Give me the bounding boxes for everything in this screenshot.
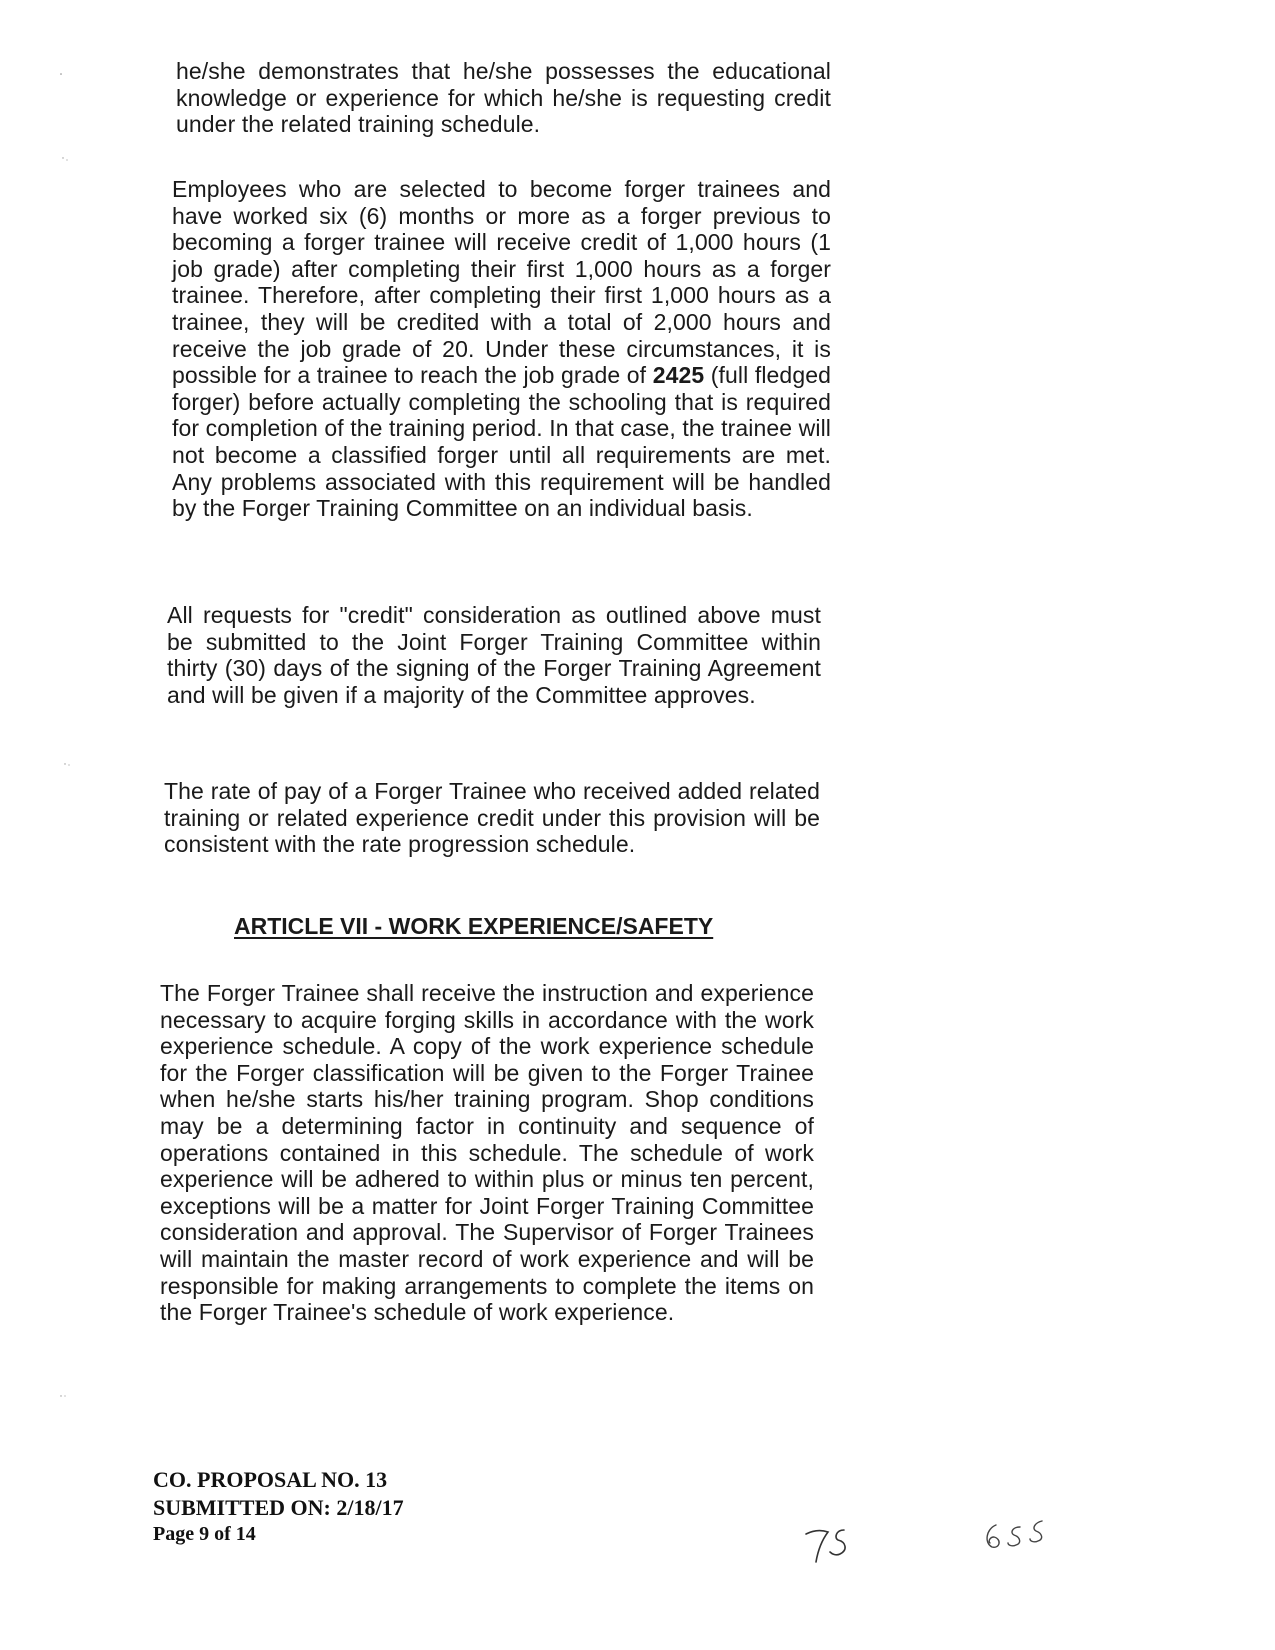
employees-text-b: (full fledged forger) before actually completing the schooling that is required for completion of the training period. In that case, the trainee will not become a classified forger until all requirements are met. Any problems associated with this requirement will be handled by the Forger Training Committee on an individual basis.: [172, 362, 831, 522]
paragraph-rate-of-pay: The rate of pay of a Forger Trainee who received added related training or related experience credit under this provision will be consistent with the rate progression schedule.: [164, 778, 820, 858]
handwritten-mark-75: [800, 1520, 860, 1570]
footer-page-number: Page 9 of 14: [153, 1523, 256, 1545]
handwritten-mark-655: [980, 1515, 1060, 1555]
footer-block: [153, 1466, 404, 1546]
scan-specks: [55, 70, 95, 1470]
paragraph-employees-credit: [172, 176, 831, 522]
footer-submitted-date: SUBMITTED ON: 2/18/17: [153, 1495, 404, 1520]
article-heading: ARTICLE VII - WORK EXPERIENCE/SAFETY: [234, 913, 714, 939]
job-grade-value: 2425: [652, 362, 705, 389]
paragraph-work-experience: The Forger Trainee shall receive the instruction and experience necessary to acquire forging skills in accordance with the work experience schedule. A copy of the work experience schedule for the Forger classification will be given to the Forger Trainee when he/she starts his/her training program. Shop conditions may be a determining factor in continuity and sequence of operations contained in this schedule. The schedule of work experience will be adhered to within plus or minus ten percent, exceptions will be a matter for Joint Forger Training Committee consideration and approval. The Supervisor of Forger Trainees will maintain the master record of work experience and will be responsible for making arrangements to complete the items on the Forger Trainee's schedule of work experience.: [160, 980, 814, 1326]
employees-text-a: Employees who are selected to become forger trainees and have worked six (6) months or more as a forger previous to becoming a forger trainee will receive credit of 1,000 hours (1 job grade) after completing their first 1,000 hours as a forger trainee. Therefore, after completing their first 1,000 hours as a trainee, they will be credited with a total of 2,000 hours and receive the job grade of 20. Under these circumstances, it is possible for a trainee to reach the job grade of: [172, 176, 831, 389]
paragraph-credit-requests: All requests for "credit" consideration as outlined above must be submitted to the Joint Forger Training Committee within thirty (30) days of the signing of the Forger Training Agreement and will be given if a majority of the Committee approves.: [167, 602, 821, 708]
footer-proposal-number: CO. PROPOSAL NO. 13: [153, 1467, 388, 1492]
paragraph-intro: he/she demonstrates that he/she possesses the educational knowledge or experience for which he/she is requesting credit under the related training schedule.: [176, 58, 831, 138]
